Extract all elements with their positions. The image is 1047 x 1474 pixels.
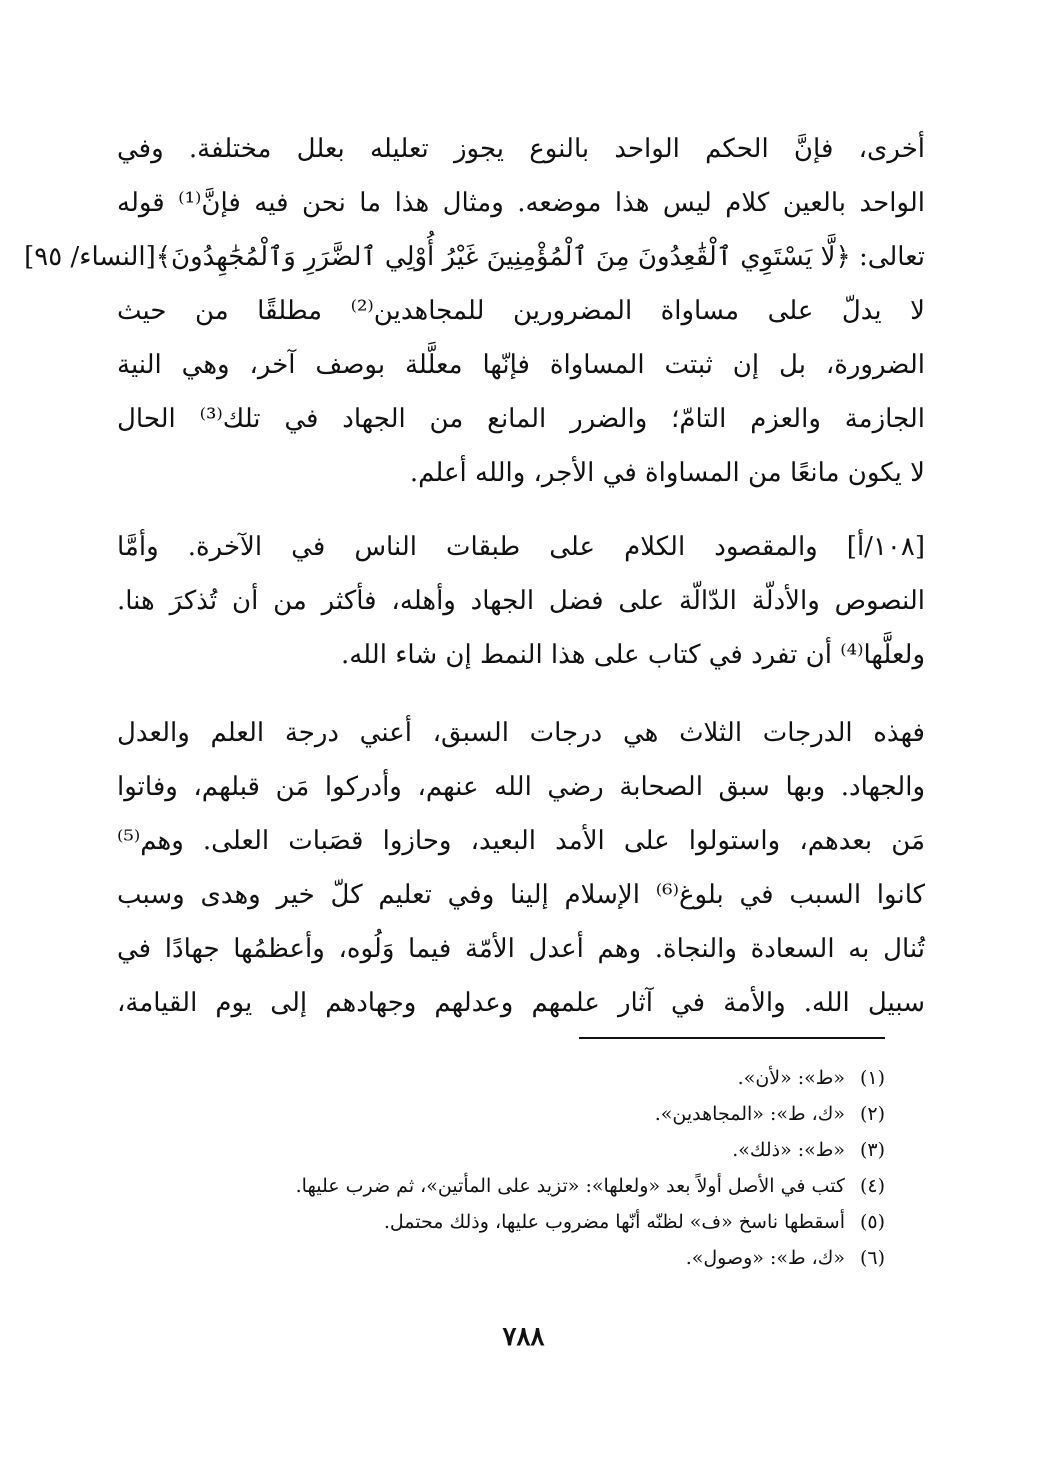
text-line: والجهاد. وبها سبق الصحابة رضي الله عنهم، وأدركوا مَن قبلهم، وفاتوا	[117, 772, 925, 802]
paragraph-2	[117, 520, 925, 682]
text-line: مَن بعدهم، واستولوا على الأمد البعيد، وحازوا قصَبات العلى. وهم⁽⁵⁾	[117, 826, 925, 856]
footnote-text: كتب في الأصل أولاً بعد «ولعلها»: «تزيد على المأتين»، ثم ضرب عليها.	[295, 1175, 845, 1197]
footnote-number: (٤)	[859, 1175, 885, 1197]
text-line: الضرورة، بل إن ثبتت المساواة فإنّها معلَّلة بوصف آخر، وهي النية	[117, 350, 925, 380]
footnote-item	[105, 1060, 885, 1096]
paragraph-1	[24, 122, 925, 500]
text-line: الجازمة والعزم التامّ؛ والضرر المانع من الجهاد في تلك⁽³⁾ الحال	[117, 404, 925, 434]
paragraph-3	[117, 706, 925, 1030]
text-line: سبيل الله. والأمة في آثار علمهم وعدلهم وجهادهم إلى يوم القيامة،	[117, 988, 925, 1018]
text-line: ولعلَّها⁽⁴⁾ أن تفرد في كتاب على هذا النمط إن شاء الله.	[340, 640, 925, 670]
footnote-text: «ط»: «ذلك».	[732, 1139, 845, 1161]
footnote-item	[105, 1132, 885, 1168]
footnote-number: (٣)	[859, 1139, 885, 1161]
footnote-number: (٦)	[859, 1247, 885, 1269]
text-line: كانوا السبب في بلوغ⁽⁶⁾ الإسلام إلينا وفي تعليم كلّ خير وهدى وسبب	[117, 880, 925, 910]
text-line: الواحد بالعين كلام ليس هذا موضعه. ومثال هذا ما نحن فيه فإنَّ⁽¹⁾ قوله	[117, 188, 925, 218]
page-number: ٧٨٨	[502, 1322, 545, 1352]
footnote-divider	[579, 1037, 885, 1039]
footnote-item	[105, 1096, 885, 1132]
footnote-text: أسقطها ناسخ «ف» لظنّه أنّها مضروب عليها، وذلك محتمل.	[383, 1211, 845, 1233]
footnote-number: (٢)	[859, 1103, 885, 1125]
text-line: تُنال به السعادة والنجاة. وهم أعدل الأمّة فيما وَلُوه، وأعظمُها جهادًا في	[117, 934, 925, 964]
quran-verse-line: تعالى: ﴿لَّا يَسْتَوِي ٱلْقَٰعِدُونَ مِنَ ٱلْمُؤْمِنِينَ غَيْرُ أُوْلِي ٱلضَّرَرِ وَٱلْمُجَٰهِدُونَ﴾[النساء/ ٩٥]	[24, 242, 925, 272]
footnote-item	[105, 1168, 885, 1204]
text-line: [١٠٨/أ] والمقصود الكلام على طبقات الناس في الآخرة. وأمَّا	[117, 532, 925, 562]
footnote-text: «ك، ط»: «وصول».	[685, 1247, 845, 1269]
text-line: لا يكون مانعًا من المساواة في الأجر، والله أعلم.	[409, 458, 925, 488]
footnotes	[105, 1060, 885, 1276]
footnote-text: «ك، ط»: «المجاهدين».	[654, 1103, 845, 1125]
text-line: النصوص والأدلّة الدّالّة على فضل الجهاد وأهله، فأكثر من أن تُذكرَ هنا.	[117, 586, 925, 616]
footnote-number: (١)	[859, 1067, 885, 1089]
text-line: فهذه الدرجات الثلاث هي درجات السبق، أعني درجة العلم والعدل	[117, 718, 925, 748]
footnote-text: «ط»: «لأن».	[737, 1067, 845, 1089]
footnote-item	[105, 1240, 885, 1276]
text-line: أخرى، فإنَّ الحكم الواحد بالنوع يجوز تعليله بعلل مختلفة. وفي	[117, 134, 925, 164]
text-line: لا يدلّ على مساواة المضرورين للمجاهدين⁽²⁾ مطلقًا من حيث	[117, 296, 925, 326]
footnote-item	[105, 1204, 885, 1240]
footnote-number: (٥)	[859, 1211, 885, 1233]
